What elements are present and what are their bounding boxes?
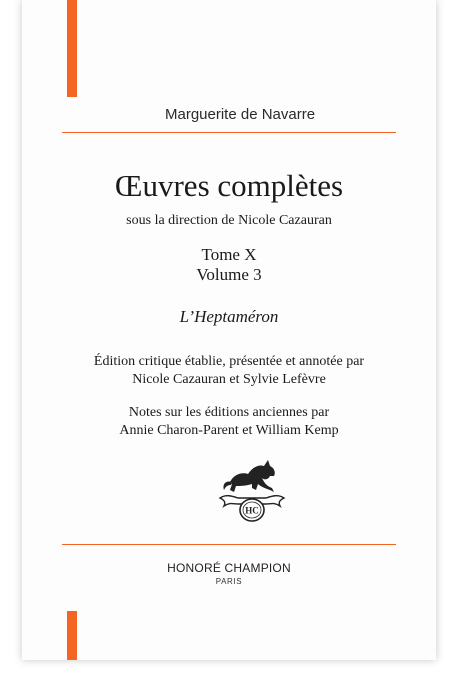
edition-credit-line-1: Édition critique établie, présentée et annotée par — [93, 354, 365, 369]
edition-credit-line-2: Nicole Cazauran et Sylvie Lefèvre — [132, 372, 326, 387]
book-title: Œuvres complètes — [114, 168, 344, 203]
notes-credit-line-1: Notes sur les éditions anciennes par — [128, 405, 330, 420]
author-name: Marguerite de Navarre — [165, 106, 316, 123]
publisher-city: PARIS — [215, 577, 243, 586]
orange-stripe-bottom — [67, 611, 77, 660]
divider-bottom — [62, 544, 396, 545]
logo-monogram: HC — [245, 505, 259, 516]
book-cover — [22, 0, 436, 660]
tome-label: Tome X — [201, 245, 257, 264]
book-subtitle: sous la direction de Nicole Cazauran — [126, 213, 332, 228]
publisher-name: HONORÉ CHAMPION — [167, 561, 291, 575]
divider-top — [62, 132, 396, 133]
horse-emblem-icon — [212, 452, 292, 524]
orange-stripe-top — [67, 0, 77, 97]
notes-credit-line-2: Annie Charon-Parent et William Kemp — [119, 423, 339, 438]
volume-label: Volume 3 — [196, 265, 262, 284]
work-title: L’Heptaméron — [179, 307, 279, 326]
